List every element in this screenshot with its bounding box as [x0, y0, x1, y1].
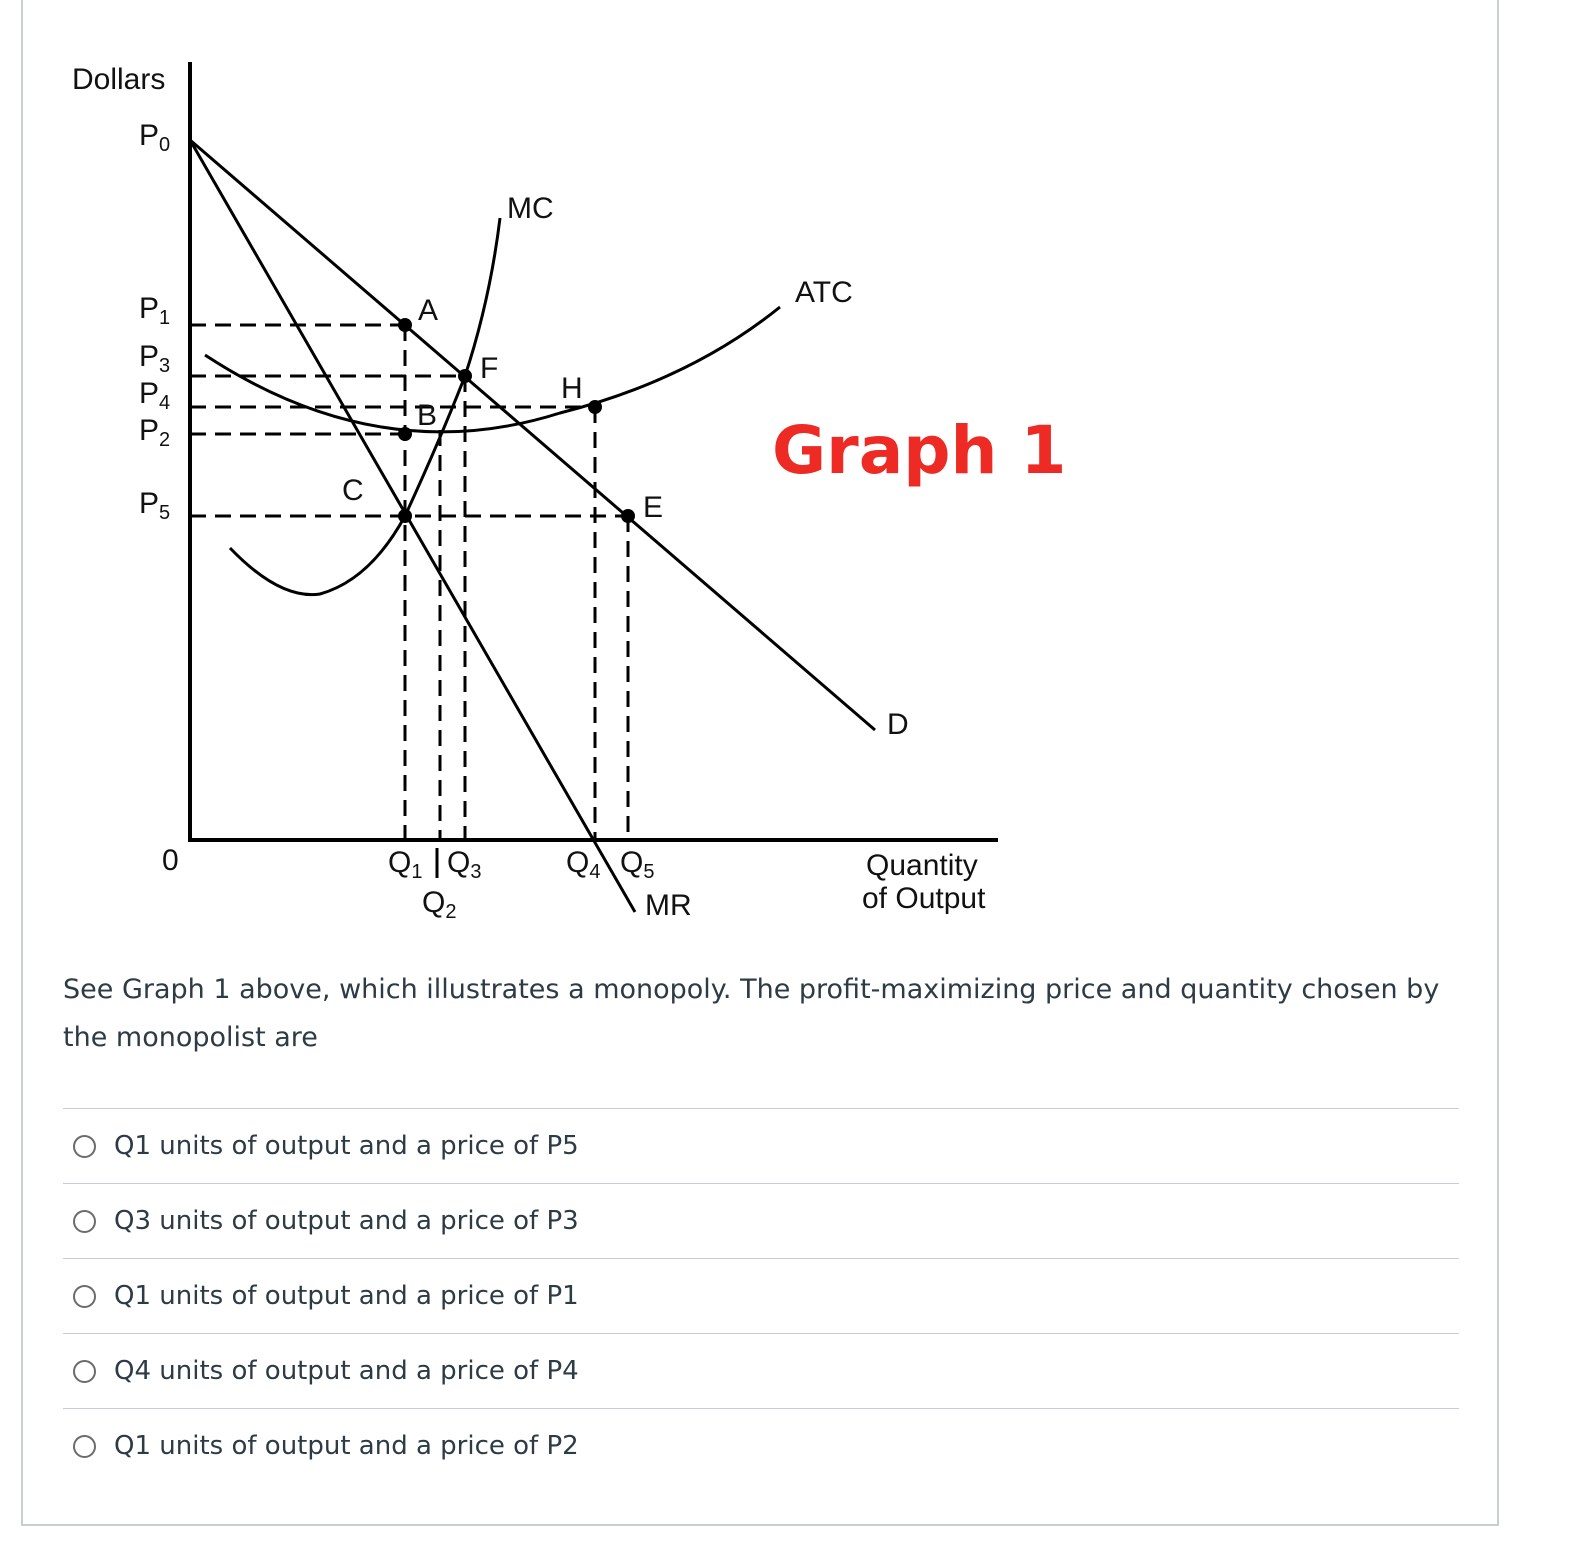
answer-label: Q1 units of output and a price of P1	[114, 1281, 579, 1311]
answer-option-1[interactable]	[63, 1108, 1459, 1183]
point-b-dot	[398, 427, 412, 441]
origin-label: 0	[162, 844, 179, 877]
point-c-label: C	[342, 474, 364, 507]
radio-button[interactable]	[73, 1210, 96, 1233]
x-axis-label-line2: of Output	[862, 882, 986, 915]
point-h-dot	[588, 400, 602, 414]
question-text: See Graph 1 above, which illustrates a monopoly. The profit-maximizing price and quantity chosen by the monopolist are	[63, 974, 1440, 1053]
demand-label: D	[887, 708, 909, 741]
answer-label: Q1 units of output and a price of P5	[114, 1131, 579, 1161]
answer-label: Q4 units of output and a price of P4	[114, 1356, 579, 1386]
atc-label: ATC	[795, 276, 853, 309]
y-axis-label: Dollars	[72, 63, 166, 96]
mc-label: MC	[507, 192, 554, 225]
price-labels	[139, 119, 170, 524]
mr-label: MR	[645, 889, 692, 922]
point-f-dot	[458, 369, 472, 383]
radio-button[interactable]	[73, 1435, 96, 1458]
point-a-label: A	[418, 294, 439, 327]
price-label-p1: P1	[139, 292, 171, 329]
answer-list	[63, 1108, 1459, 1483]
point-f-label: F	[480, 352, 499, 385]
price-label-p4: P4	[139, 377, 171, 414]
price-label-p2: P2	[139, 414, 171, 451]
quantity-label-q1: Q1	[388, 846, 423, 883]
quantity-label-q4: Q4	[566, 846, 601, 883]
quantity-labels	[388, 846, 654, 923]
answer-label: Q1 units of output and a price of P2	[114, 1431, 579, 1461]
quantity-label-q2: Q2	[422, 886, 457, 923]
quantity-label-q5: Q5	[620, 846, 655, 883]
radio-button[interactable]	[73, 1285, 96, 1308]
point-c-dot	[398, 509, 412, 523]
answer-option-2[interactable]	[63, 1183, 1459, 1258]
answer-option-3[interactable]	[63, 1258, 1459, 1333]
answer-option-4[interactable]	[63, 1333, 1459, 1408]
point-e-label: E	[643, 491, 664, 524]
point-b-label: B	[417, 399, 438, 432]
graph-title: Graph 1	[772, 412, 1067, 489]
quantity-label-q3: Q3	[447, 846, 482, 883]
price-label-p0: P0	[139, 119, 171, 156]
answer-label: Q3 units of output and a price of P3	[114, 1206, 579, 1236]
marginal-revenue-curve	[190, 140, 635, 912]
x-axis-label-line1: Quantity	[866, 849, 978, 882]
point-e-dot	[621, 509, 635, 523]
price-label-p3: P3	[139, 340, 171, 377]
point-h-label: H	[561, 372, 583, 405]
point-a-dot	[398, 318, 412, 332]
radio-button[interactable]	[73, 1360, 96, 1383]
answer-option-5[interactable]	[63, 1408, 1459, 1483]
price-label-p5: P5	[139, 487, 171, 524]
radio-button[interactable]	[73, 1135, 96, 1158]
